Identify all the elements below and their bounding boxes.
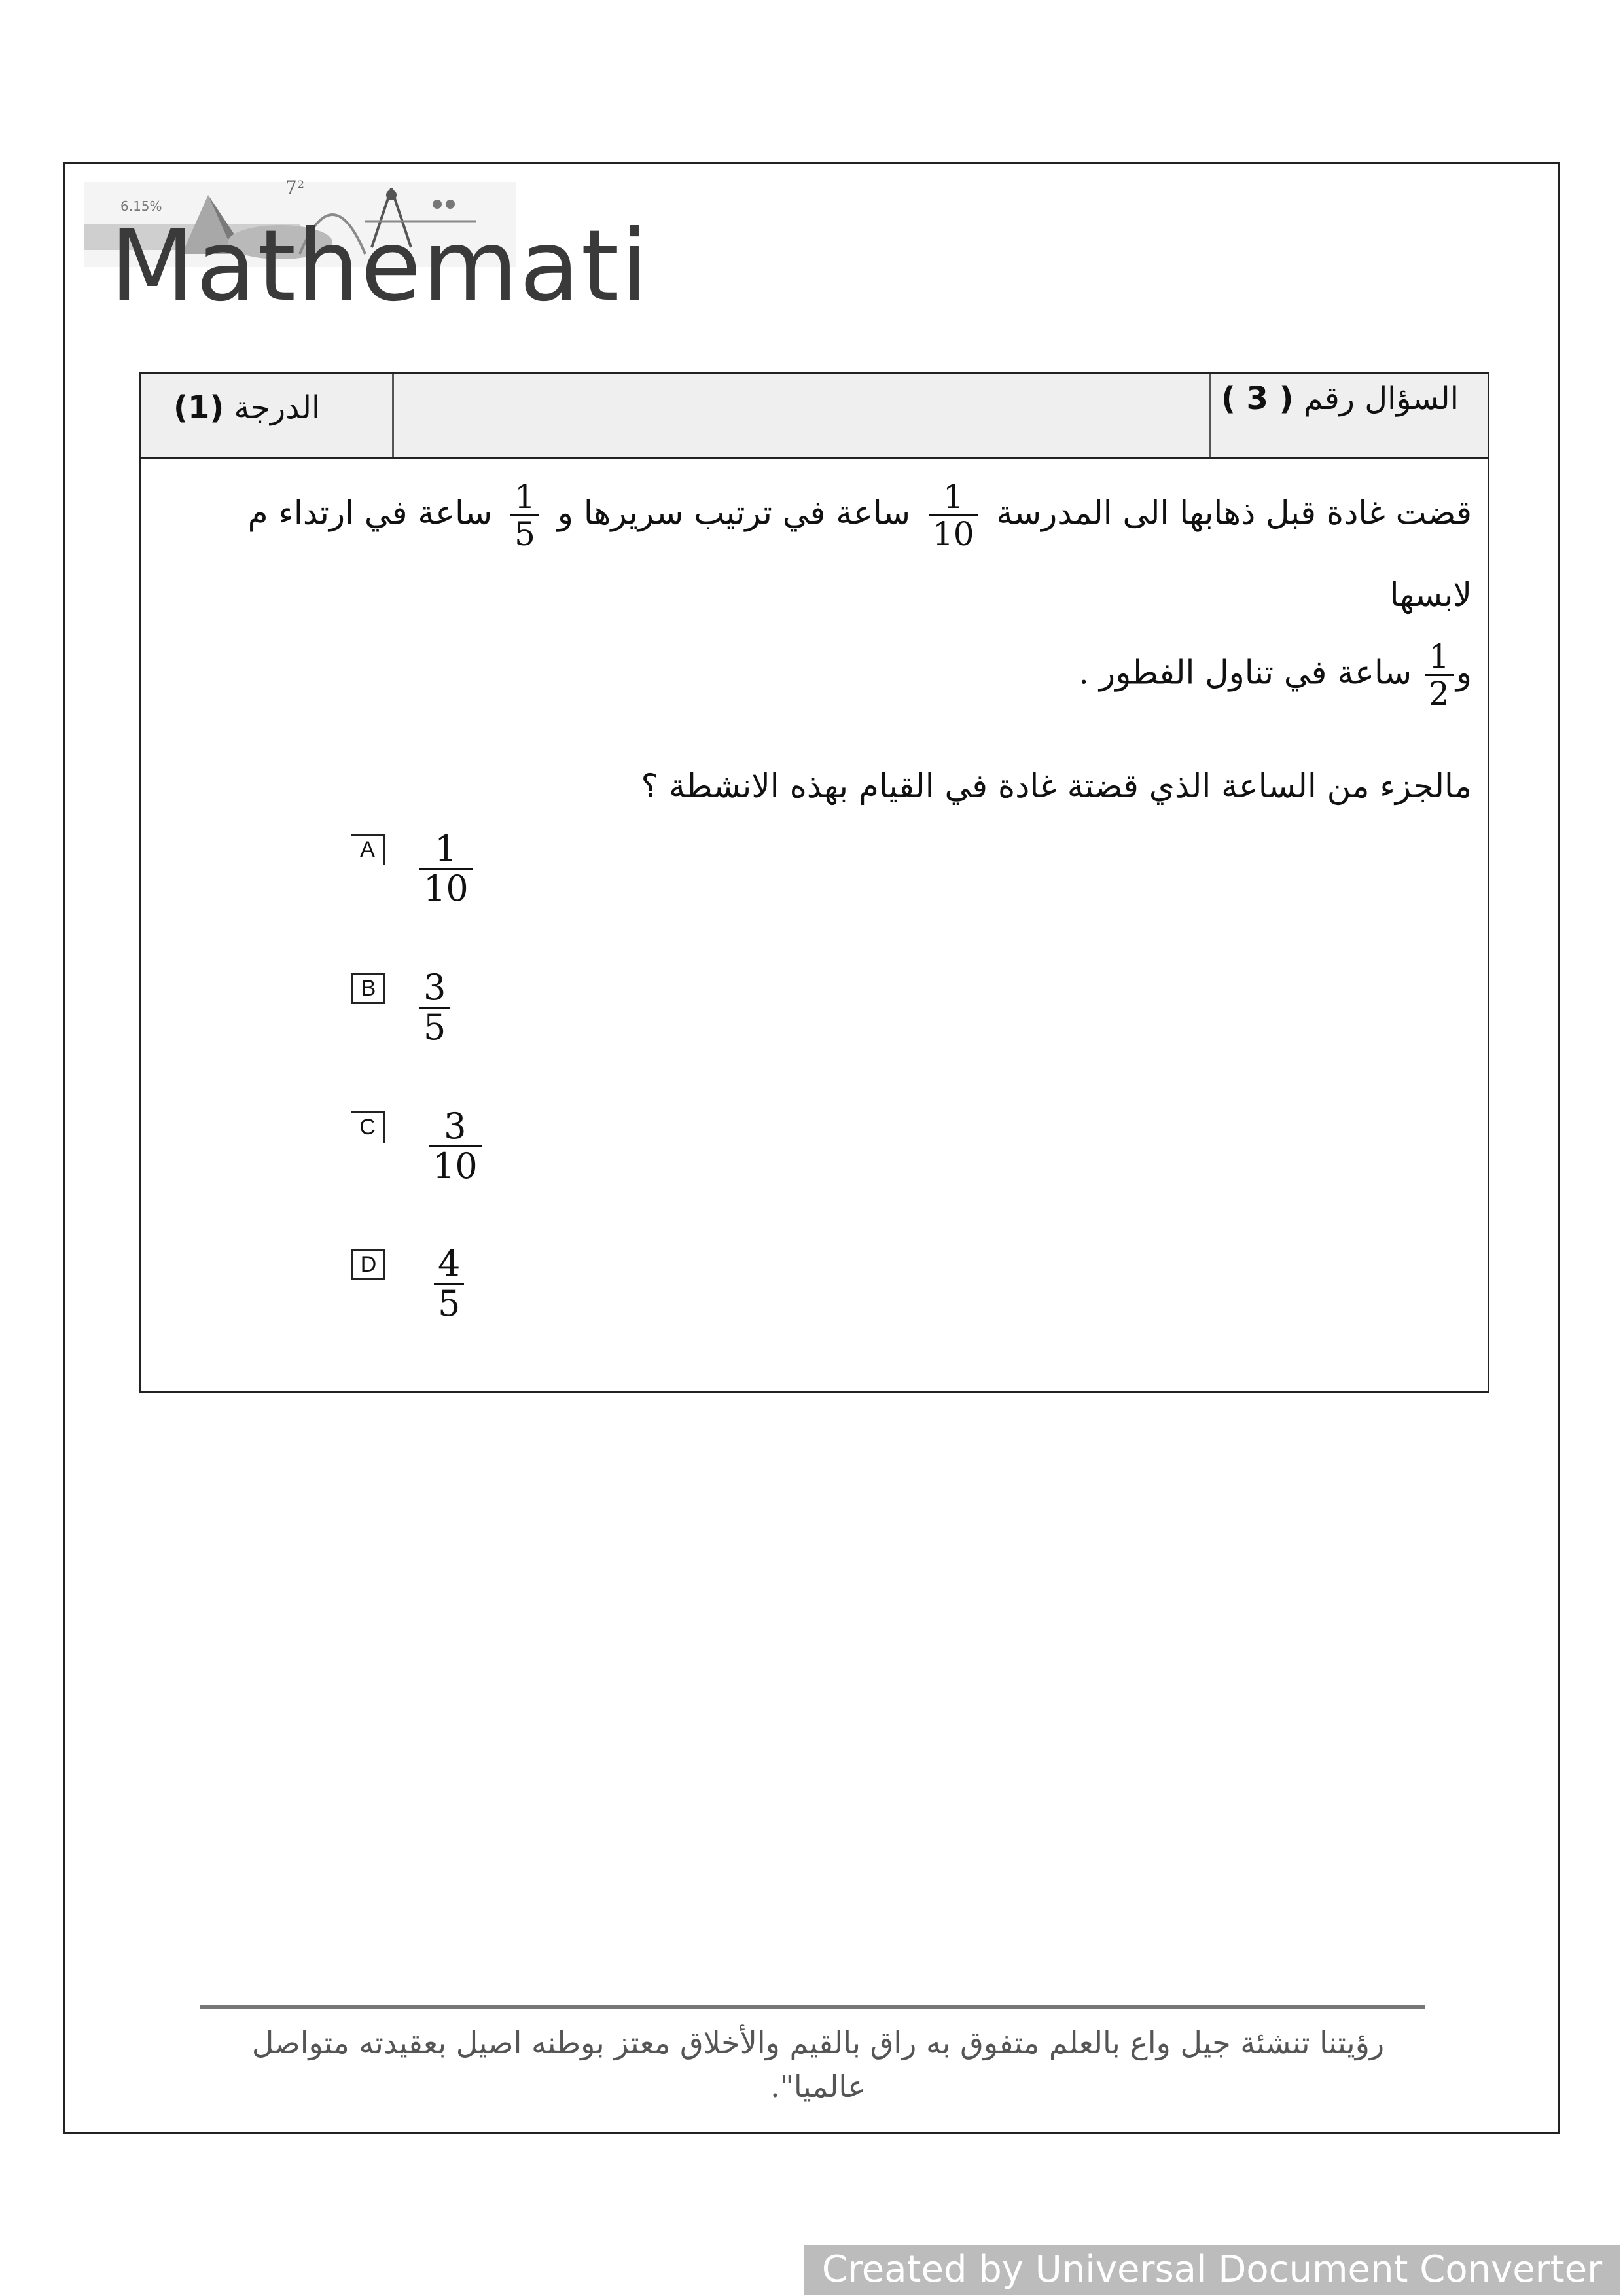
question-table	[139, 372, 1489, 1393]
question-line-1	[248, 479, 1472, 552]
vision-statement	[196, 2021, 1440, 2108]
fraction-one-fifth	[510, 479, 539, 552]
question-header	[141, 374, 1488, 459]
option-c-fraction	[421, 1107, 490, 1186]
question-number-label: السؤال رقم	[1303, 380, 1459, 417]
grade-value: (1)	[173, 389, 224, 426]
question-text: قضت غادة قبل ذهابها الى المدرسة	[996, 493, 1472, 532]
vision-line-1: رؤيتنا تنشئة جيل واع بالعلم متفوق به راق بالقيم والأخلاق معتز بوطنه اصيل بعقيدته متواصل	[251, 2025, 1385, 2060]
question-text: ساعة في ترتيب سريرها و	[557, 493, 911, 532]
logo-word: Mathemati	[110, 209, 650, 323]
grade-label-text: الدرجة	[234, 389, 321, 426]
fraction-one-half	[1425, 639, 1454, 711]
fraction	[419, 830, 473, 908]
option-c-box[interactable]: C	[351, 1111, 385, 1143]
fraction-denominator: 5	[434, 1283, 464, 1323]
fraction-denominator: 10	[929, 514, 978, 552]
fraction-numerator: 1	[514, 478, 535, 516]
svg-text:6.15%: 6.15%	[120, 198, 162, 214]
fraction	[434, 1245, 464, 1323]
fraction-denominator: 5	[419, 1007, 450, 1047]
option-b-fraction	[412, 969, 457, 1047]
converter-watermark: Created by Universal Document Converter	[804, 2245, 1620, 2295]
option-d-fraction	[426, 1245, 472, 1323]
option-d-box[interactable]: D	[351, 1249, 385, 1280]
svg-text:7²: 7²	[285, 177, 305, 198]
header-divider	[392, 374, 394, 457]
mathematics-logo	[84, 177, 650, 323]
fraction-numerator: 1	[942, 478, 964, 516]
fraction	[429, 1107, 482, 1186]
grade-label	[173, 389, 320, 426]
fraction-one-tenth	[929, 479, 978, 552]
fraction-denominator: 10	[429, 1145, 482, 1185]
question-line-2: لابسها	[1389, 576, 1472, 614]
fraction-denominator: 10	[419, 868, 473, 908]
option-a-box[interactable]: A	[351, 834, 385, 865]
fraction-numerator: 1	[435, 828, 457, 869]
fraction-numerator: 3	[444, 1105, 467, 1147]
fraction-numerator: 1	[1429, 637, 1450, 675]
fraction-denominator: 2	[1425, 674, 1454, 711]
header-divider	[1209, 374, 1211, 457]
question-prompt: مالجزء من الساعة الذي قضتة غادة في القيام بهذه الانشطة ؟	[641, 767, 1472, 805]
question-number-value: ( 3 )	[1221, 380, 1294, 417]
fraction-denominator: 5	[510, 514, 539, 552]
fraction-numerator: 3	[423, 967, 446, 1008]
footer-divider	[200, 2005, 1425, 2009]
question-text: ساعة في تناول الفطور .	[1079, 653, 1412, 692]
option-a-fraction	[412, 830, 480, 908]
vision-line-2: عالميا".	[770, 2068, 866, 2104]
question-body	[141, 459, 1488, 1391]
fraction	[419, 969, 450, 1047]
option-b-box[interactable]: B	[351, 973, 385, 1004]
question-number	[1221, 380, 1459, 417]
question-text: و	[1455, 653, 1472, 692]
question-text: ساعة في ارتداء م	[247, 493, 493, 532]
question-line-3	[1079, 639, 1472, 711]
fraction-numerator: 4	[438, 1243, 461, 1284]
